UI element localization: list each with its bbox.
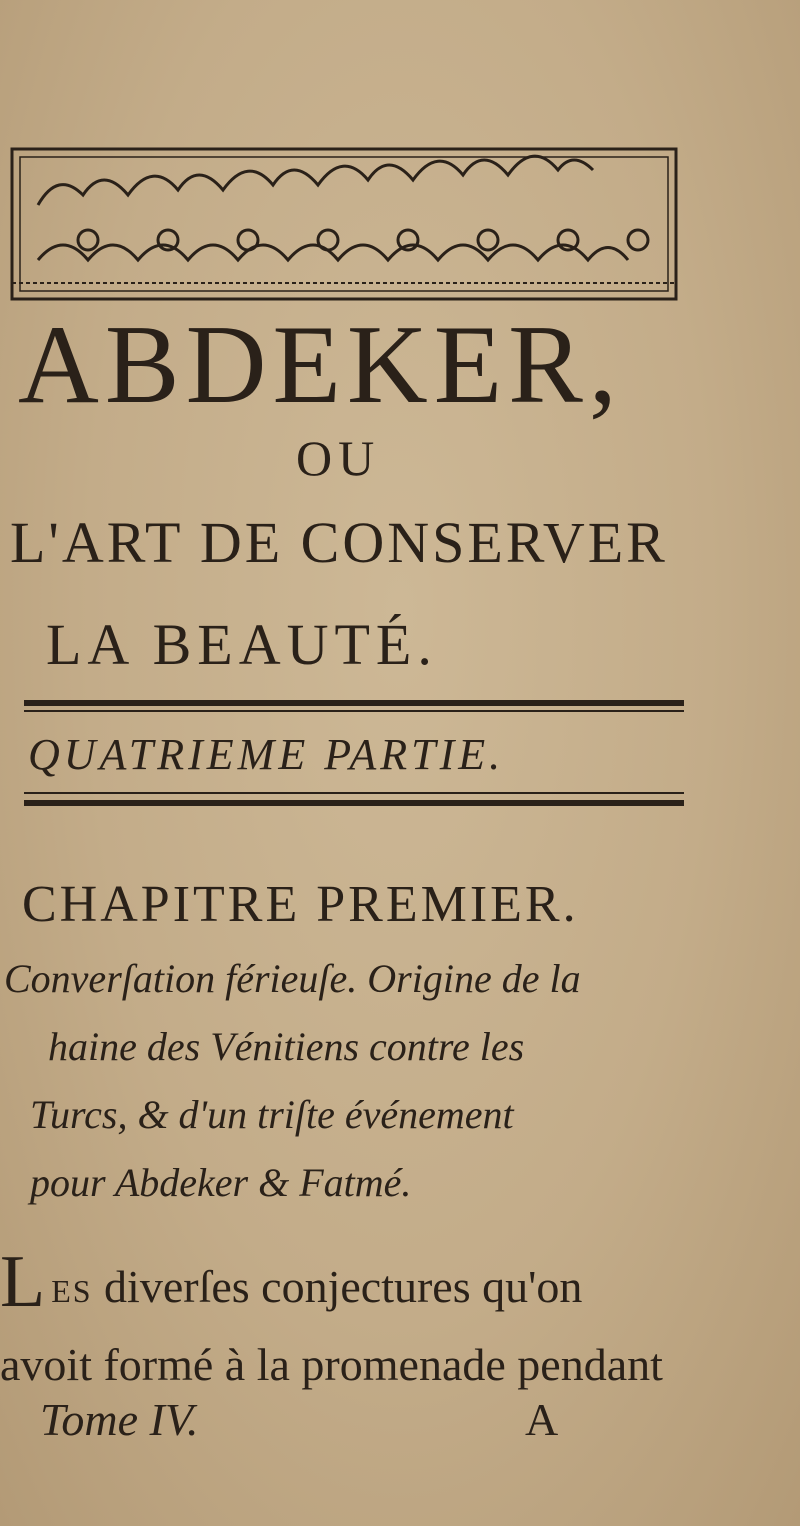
drop-cap: L <box>0 1241 46 1323</box>
signature-mark: A <box>525 1394 559 1445</box>
first-word-rest: ES <box>51 1273 93 1309</box>
summary-line: Turcs, & d'un triſte événement <box>30 1092 514 1137</box>
subtitle-line-2: LA BEAUTÉ. <box>46 612 438 677</box>
summary-line: pour Abdeker & Fatmé. <box>30 1160 412 1205</box>
volume-label: Tome IV. <box>40 1394 199 1445</box>
book-title: ABDEKER, <box>18 303 623 427</box>
thin-rule-bottom <box>24 792 684 794</box>
double-rule-top <box>24 700 684 706</box>
body-line-1 <box>0 1241 760 1328</box>
body-line-1-rest: diverſes conjectures qu'on <box>104 1261 583 1312</box>
body-line-2: avoit formé à la promenade pendant <box>0 1339 663 1390</box>
chapter-summary <box>4 945 724 1217</box>
thin-rule-top <box>24 710 684 712</box>
chapter-heading: CHAPITRE PREMIER. <box>22 876 579 933</box>
part-heading: QUATRIEME PARTIE. <box>28 730 505 779</box>
body-paragraph <box>0 1241 760 1402</box>
title-conjunction: OU <box>296 430 381 486</box>
title-block <box>0 303 800 427</box>
subtitle-line-1: L'ART DE CONSERVER <box>10 510 668 575</box>
summary-line: Converſation férieuſe. Origine de la <box>4 956 581 1001</box>
floral-headpiece-ornament <box>8 145 680 305</box>
double-rule-bottom <box>24 800 684 806</box>
summary-line: haine des Vénitiens contre les <box>48 1024 525 1069</box>
